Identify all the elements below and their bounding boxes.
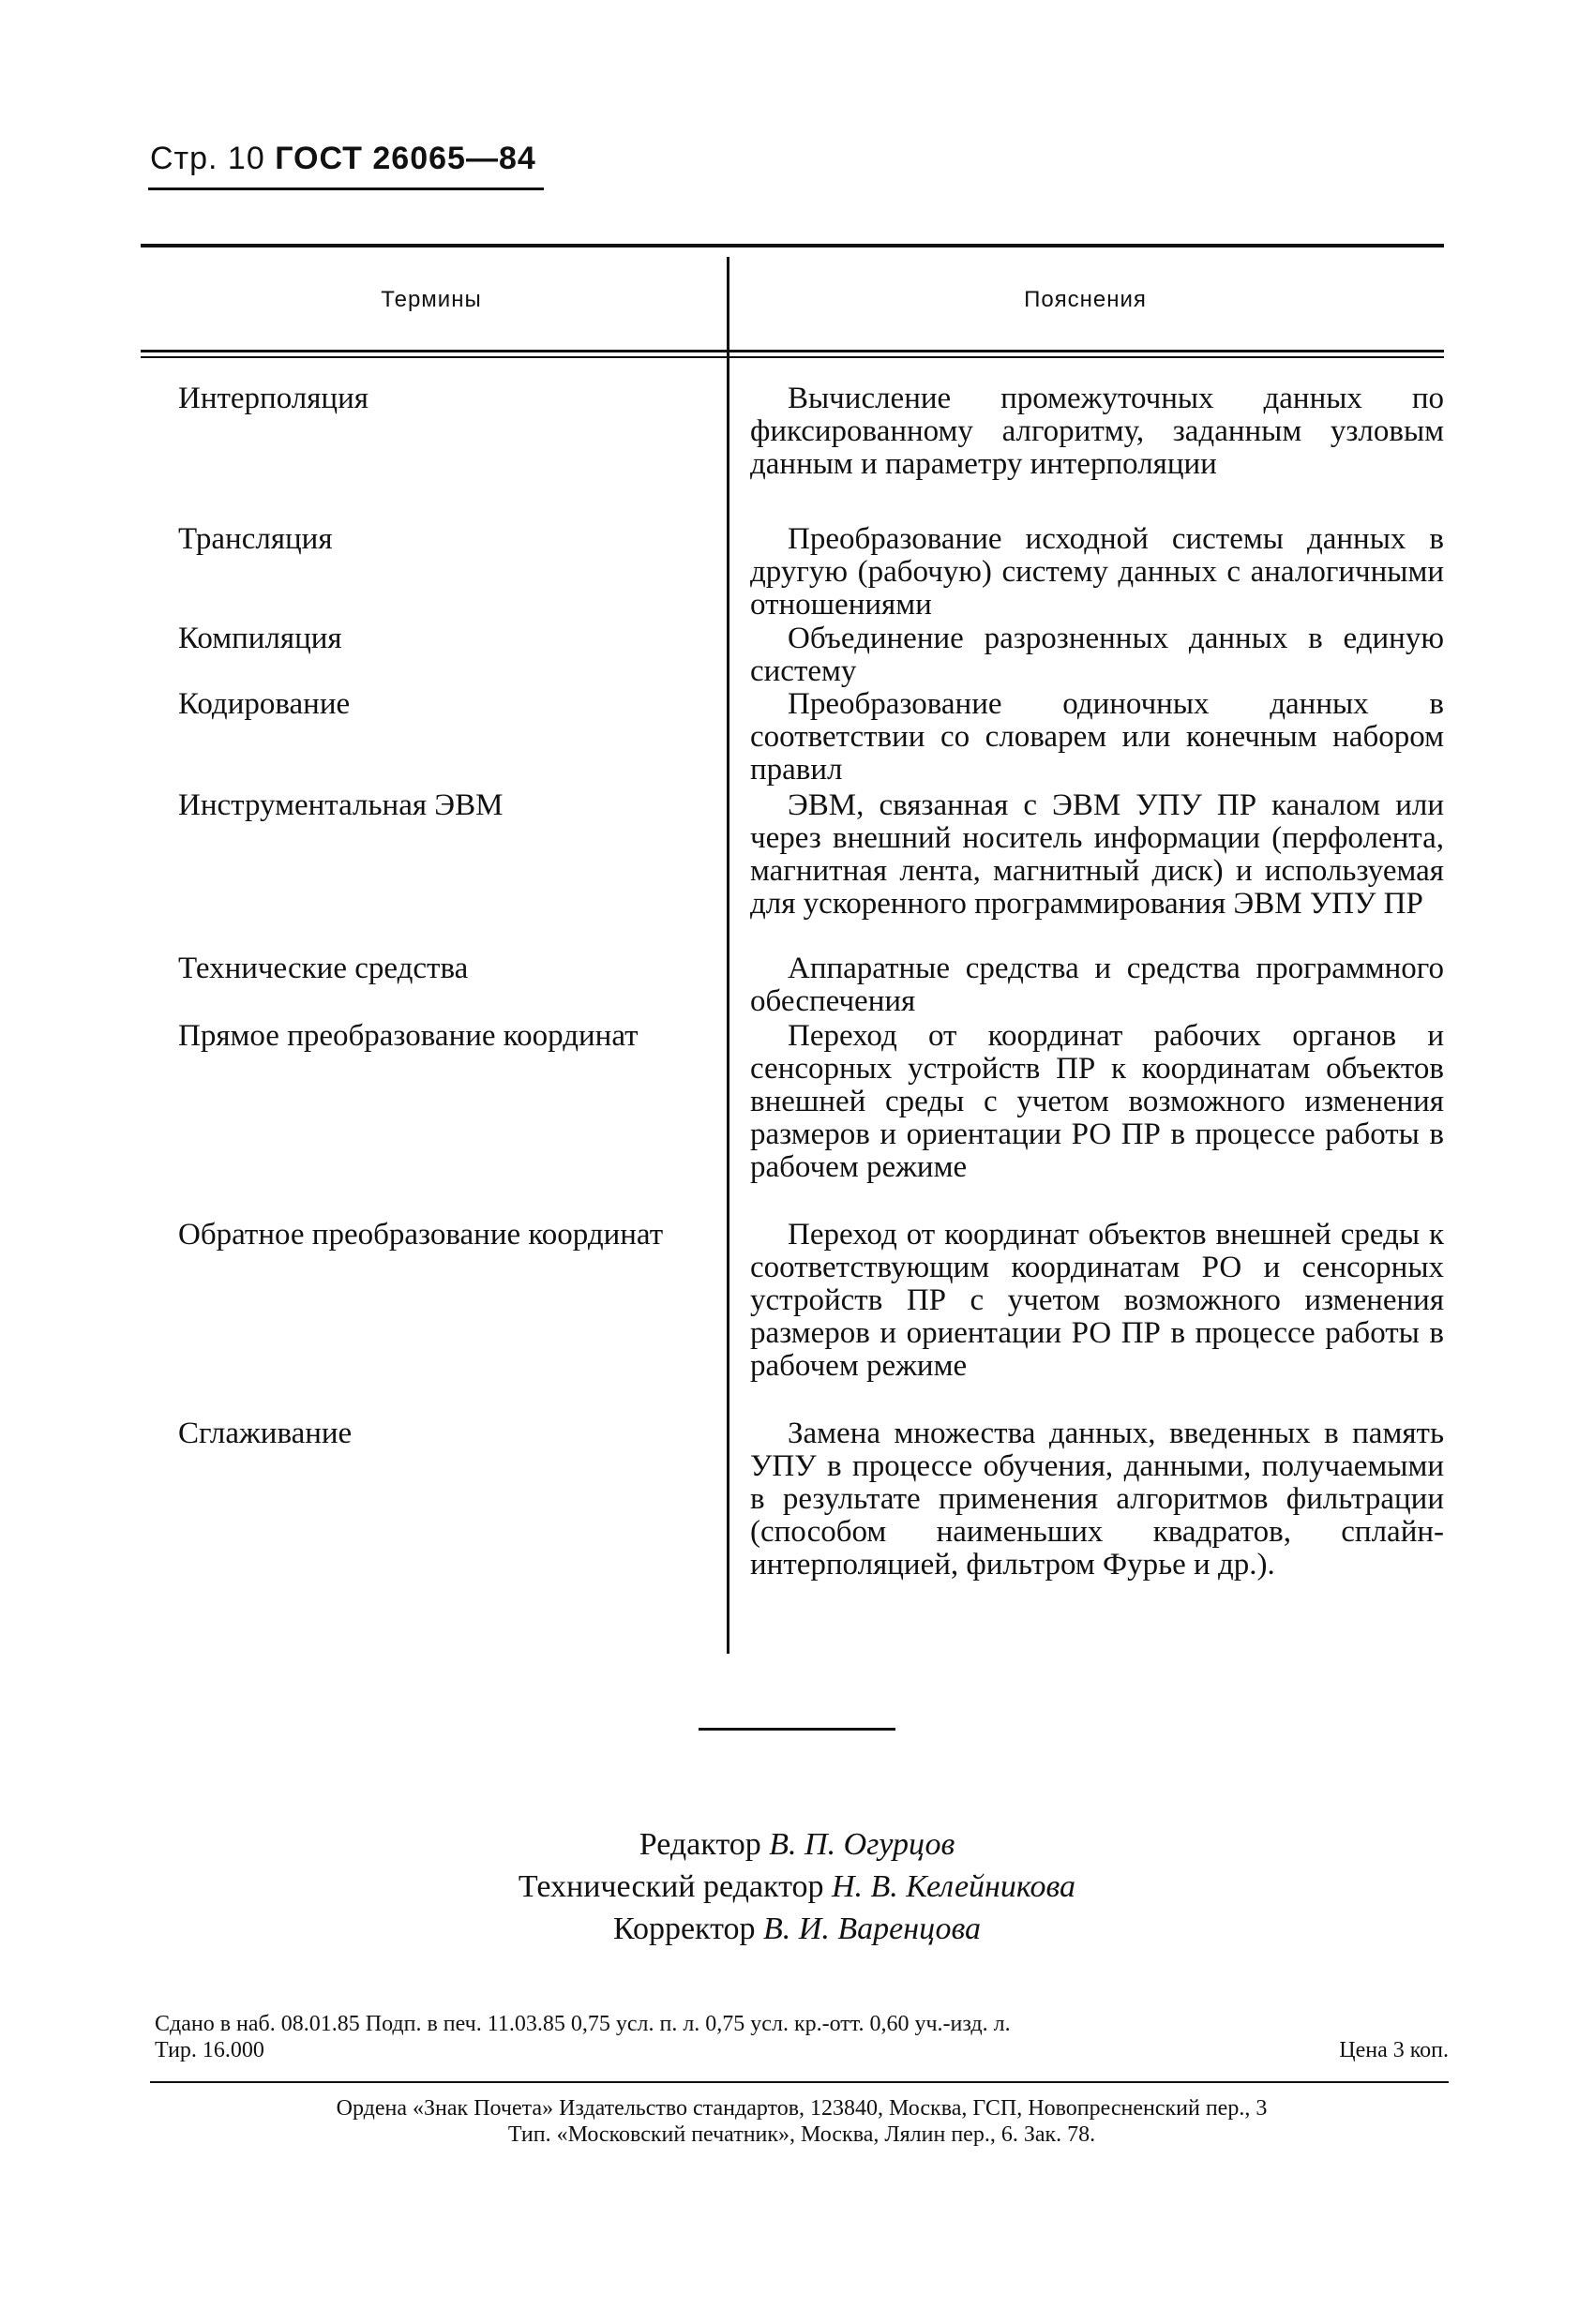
term: Компиляция <box>178 622 342 655</box>
term: Кодирование <box>178 687 351 721</box>
header-bottom-rule-double <box>141 356 1444 358</box>
tech-editor-line <box>0 1866 1594 1908</box>
tech-editor-name: Н. В. Келейникова <box>831 1869 1076 1904</box>
corrector-name: В. И. Варенцова <box>763 1912 982 1946</box>
section-separator <box>699 1728 895 1731</box>
explanation: Замена множества данных, введенных в память УПУ в процессе обучения, данными, получаемыми в результате применения алгоритмов фильтрации (способом наименьших квадратов, сплайн-интерполяцией, фильтром Фурье и др.). <box>750 1417 1444 1582</box>
term: Трансляция <box>178 522 333 556</box>
explanation: Вычисление промежуточных данных по фиксированному алгоритму, заданным узловым данным и параметру интерполяции <box>750 382 1444 481</box>
term: Интерполяция <box>178 382 368 415</box>
corrector-line <box>0 1908 1594 1950</box>
imprint-line-1: Сдано в наб. 08.01.85 Подп. в печ. 11.03.85 0,75 усл. п. л. 0,75 усл. кр.-отт. 0,60 уч.-изд. л. <box>155 2012 1011 2036</box>
editor-line <box>0 1823 1594 1866</box>
term: Обратное преобразование координат <box>178 1218 664 1252</box>
explanation: Переход от координат объектов внешней среды к соответствующим координатам РО и сенсорных устройств ПР с учетом возможного изменения размеров и ориентации РО ПР в процессе работы в рабочем режиме <box>750 1218 1444 1383</box>
page-header <box>150 141 536 177</box>
imprint-details <box>155 2011 1449 2063</box>
imprint-rule <box>150 2081 1449 2083</box>
print-run: Тир. 16.000 <box>155 2038 264 2062</box>
explanation: ЭВМ, связанная с ЭВМ УПУ ПР каналом или через внешний носитель информации (перфолента, магнитная лента, магнитный диск) и используемая для ускоренного программирования ЭВМ УПУ ПР <box>750 788 1444 921</box>
publisher-line-1: Ордена «Знак Почета» Издательство стандартов, 123840, Москва, ГСП, Новопресненский пер., 3 <box>336 2096 1268 2121</box>
standard-number: ГОСТ 26065—84 <box>275 141 536 176</box>
term: Прямое преобразование координат <box>178 1019 639 1053</box>
header-rule <box>148 187 544 190</box>
terms-table <box>141 244 1444 1582</box>
editor-label: Редактор <box>639 1827 761 1862</box>
term: Технические средства <box>178 952 469 985</box>
credits-block <box>0 1823 1594 1950</box>
explanation: Преобразование одиночных данных в соответствии со словарем или конечным набором правил <box>750 687 1444 787</box>
publisher-info <box>155 2095 1449 2148</box>
imprint-line-2 <box>155 2037 1449 2063</box>
term: Инструментальная ЭВМ <box>178 788 504 822</box>
corrector-label: Корректор <box>612 1912 756 1946</box>
page-number: Стр. 10 <box>150 141 265 176</box>
publisher-line-2: Тип. «Московский печатник», Москва, Лялин пер., 6. Зак. 78. <box>507 2122 1096 2147</box>
table-top-rule <box>141 244 1444 247</box>
tech-editor-label: Технический редактор <box>518 1869 824 1904</box>
column-header-terms: Термины <box>381 287 482 312</box>
column-divider <box>727 257 729 1654</box>
price: Цена 3 коп. <box>1339 2038 1449 2062</box>
column-header-explanations: Пояснения <box>1024 287 1147 312</box>
explanation: Аппаратные средства и средства программного обеспечения <box>750 952 1444 1018</box>
term: Сглаживание <box>178 1417 353 1450</box>
explanation: Объединение разрозненных данных в единую систему <box>750 622 1444 688</box>
explanation: Переход от координат рабочих органов и сенсорных устройств ПР к координатам объектов внешней среды с учетом возможного изменения размеров и ориентации РО ПР в процессе работы в рабочем режиме <box>750 1019 1444 1184</box>
explanation: Преобразование исходной системы данных в другую (рабочую) систему данных с аналогичными отношениями <box>750 522 1444 622</box>
header-bottom-rule <box>141 350 1444 352</box>
editor-name: В. П. Огурцов <box>769 1827 955 1862</box>
